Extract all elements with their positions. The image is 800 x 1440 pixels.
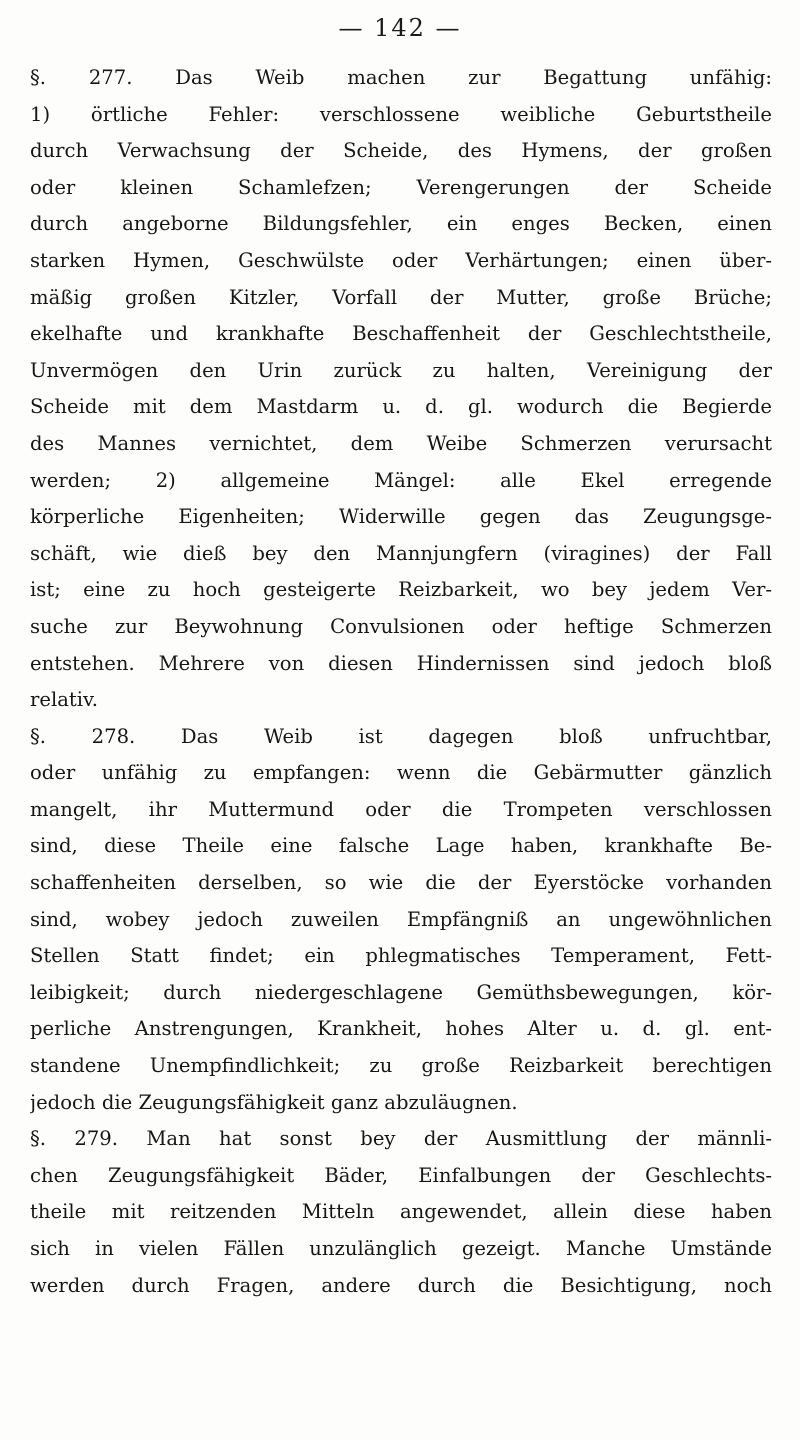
text-line: relativ.: [30, 688, 99, 712]
text-line: werden durch Fragen, andere durch die Besichtigung, noch: [30, 1273, 772, 1297]
text-line: ekelhafte und krankhafte Beschaffenheit der Geschlechtstheile,: [30, 322, 772, 346]
text-line: leibigkeit; durch niedergeschlagene Gemüthsbewegungen, kör-: [30, 980, 772, 1004]
text-line: entstehen. Mehrere von diesen Hindernissen sind jedoch bloß: [30, 651, 772, 675]
text-line: Unvermögen den Urin zurück zu halten, Vereinigung der: [30, 358, 772, 382]
text-line: durch angeborne Bildungsfehler, ein enges Becken, einen: [30, 212, 772, 236]
text-line: oder unfähig zu empfangen: wenn die Gebärmutter gänzlich: [30, 761, 772, 785]
body-text: [30, 60, 772, 1304]
text-line: mangelt, ihr Muttermund oder die Trompeten verschlossen: [30, 797, 772, 821]
text-line: Stellen Statt findet; ein phlegmatisches Temperament, Fett-: [30, 944, 772, 968]
text-line: ist; eine zu hoch gesteigerte Reizbarkeit, wo bey jedem Ver-: [30, 578, 772, 602]
text-line: mäßig großen Kitzler, Vorfall der Mutter, große Brüche;: [30, 285, 772, 309]
text-line: suche zur Beywohnung Convulsionen oder heftige Schmerzen: [30, 614, 772, 638]
text-line: 1) örtliche Fehler: verschlossene weibliche Geburtstheile: [30, 102, 772, 126]
text-line: körperliche Eigenheiten; Widerwille gegen das Zeugungsge-: [30, 505, 772, 529]
text-line: werden; 2) allgemeine Mängel: alle Ekel erregende: [30, 468, 772, 492]
text-line: starken Hymen, Geschwülste oder Verhärtungen; einen über-: [30, 248, 772, 272]
text-line: schaffenheiten derselben, so wie die der Eyerstöcke vorhanden: [30, 871, 772, 895]
text-line: §. 277. Das Weib machen zur Begattung unfähig:: [30, 66, 772, 89]
text-line: sich in vielen Fällen unzulänglich gezeigt. Manche Umstände: [30, 1237, 772, 1260]
page-number: — 142 —: [338, 14, 462, 42]
text-line: §. 278. Das Weib ist dagegen bloß unfruchtbar,: [30, 724, 772, 748]
text-line: oder kleinen Schamlefzen; Verengerungen der Scheide: [30, 175, 772, 199]
text-line: schäft, wie dieß bey den Mannjungfern (viragines) der Fall: [30, 541, 772, 565]
text-line: sind, diese Theile eine falsche Lage haben, krankhafte Be-: [30, 834, 772, 858]
text-line: sind, wobey jedoch zuweilen Empfängniß an ungewöhnlichen: [30, 907, 772, 931]
text-line: §. 279. Man hat sonst bey der Ausmittlung der männli-: [30, 1127, 772, 1151]
text-line: chen Zeugungsfähigkeit Bäder, Einfalbungen der Geschlechts-: [30, 1163, 772, 1187]
text-line: durch Verwachsung der Scheide, des Hymens, der großen: [30, 139, 772, 163]
text-line: standene Unempfindlichkeit; zu große Reizbarkeit berechtigen: [30, 1054, 772, 1078]
text-line: des Mannes vernichtet, dem Weibe Schmerzen verursacht: [30, 431, 772, 455]
text-line: perliche Anstrengungen, Krankheit, hohes Alter u. d. gl. ent-: [30, 1017, 772, 1041]
text-line: Scheide mit dem Mastdarm u. d. gl. wodurch die Begierde: [30, 395, 772, 419]
text-line: jedoch die Zeugungsfähigkeit ganz abzuläugnen.: [30, 1090, 518, 1114]
text-line: theile mit reitzenden Mitteln angewendet, allein diese haben: [30, 1200, 772, 1224]
